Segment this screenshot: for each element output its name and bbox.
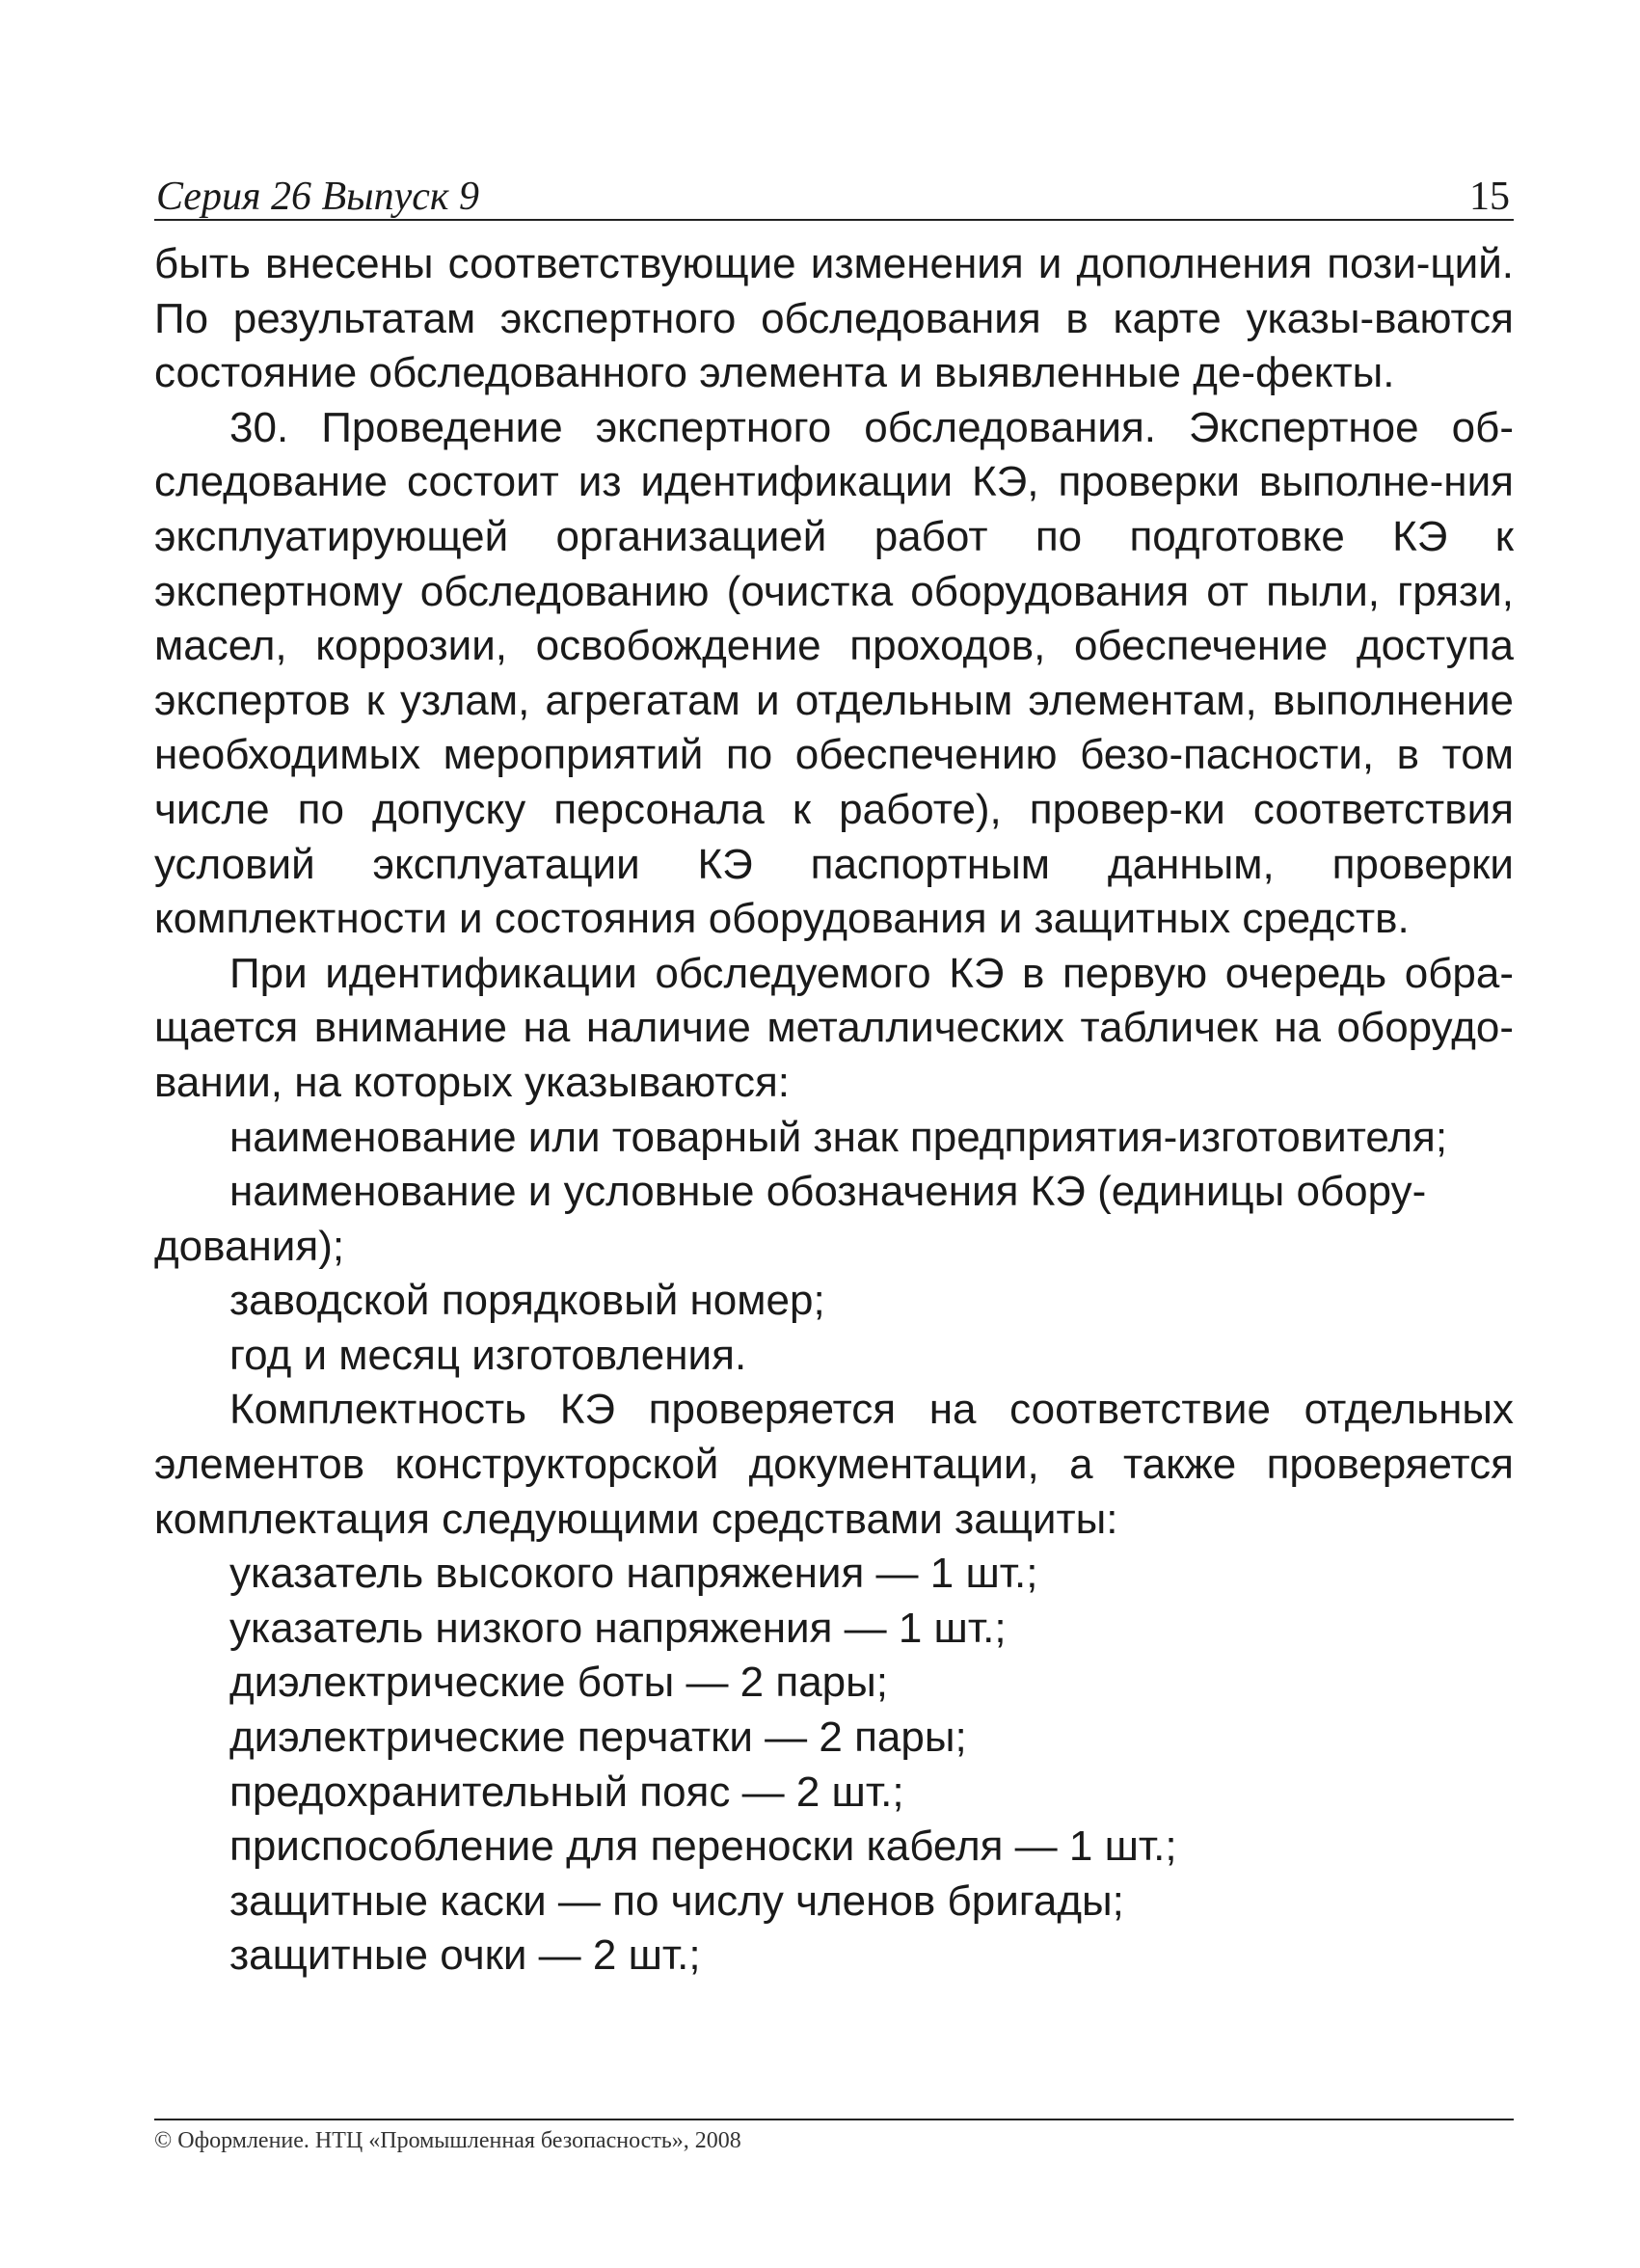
footer-rule <box>154 2119 1514 2120</box>
list-item: предохранительный пояс — 2 шт.; <box>229 1768 904 1816</box>
list-item: год и месяц изготовления. <box>229 1331 747 1379</box>
list-item: указатель высокого напряжения — 1 шт.; <box>229 1550 1038 1598</box>
paragraph-completeness: Комплектность КЭ проверяется на соответствие отдельных элементов конструкторской документации, а также проверяется комплектация следующими средствами защиты: <box>154 1386 1514 1543</box>
body-text <box>154 237 1514 1984</box>
paragraph-inspection: 30. Проведение экспертного обследования. Экспертное об-следование состоит из идентификации КЭ, проверки выполне-ния эксплуатирующей организацией работ по подготовке КЭ к экспертному обследованию (очистка оборудования от пыли, грязи, масел, коррозии, освобождение проходов, обеспечение доступа экспертов к узлам, агрегатам и отдельным элементам, выполнение необходимых мероприятий по обеспечению безо-пасности, в том числе по допуску персонала к работе), провер-ки соответствия условий эксплуатации КЭ паспортным данным, проверки комплектности и состояния оборудования и защитных средств. <box>154 403 1514 943</box>
list-item: защитные очки — 2 шт.; <box>229 1931 701 1980</box>
page-number: 15 <box>1469 175 1510 219</box>
list-item: указатель низкого напряжения — 1 шт.; <box>229 1604 1007 1652</box>
header-rule <box>154 219 1514 221</box>
paragraph-continuation: быть внесены соответствующие изменения и дополнения пози-ций. По результатам экспертного обследования в карте указы-ваются состояние обследованного элемента и выявленные де-фекты. <box>154 240 1514 397</box>
running-header <box>154 166 1514 224</box>
footer-copyright: © Оформление. НТЦ «Промышленная безопасность», 2008 <box>154 2128 741 2153</box>
paragraph-identification: При идентификации обследуемого КЭ в первую очередь обра-щается внимание на наличие металлических табличек на оборудо-вании, на которых указываются: <box>154 949 1514 1106</box>
list-item: диэлектрические боты — 2 пары; <box>229 1659 888 1707</box>
series-title: Серия 26 Выпуск 9 <box>156 175 479 219</box>
list-item: заводской порядковый номер; <box>229 1277 825 1325</box>
list-item: диэлектрические перчатки — 2 пары; <box>229 1714 967 1762</box>
list-item: защитные каски — по числу членов бригады; <box>229 1876 1124 1925</box>
list-item: наименование или товарный знак предприятия-изготовителя; <box>229 1113 1448 1161</box>
list-item: наименование и условные обозначения КЭ (единицы обору-дования); <box>154 1168 1427 1270</box>
list-item: приспособление для переноски кабеля — 1 шт.; <box>229 1822 1177 1871</box>
